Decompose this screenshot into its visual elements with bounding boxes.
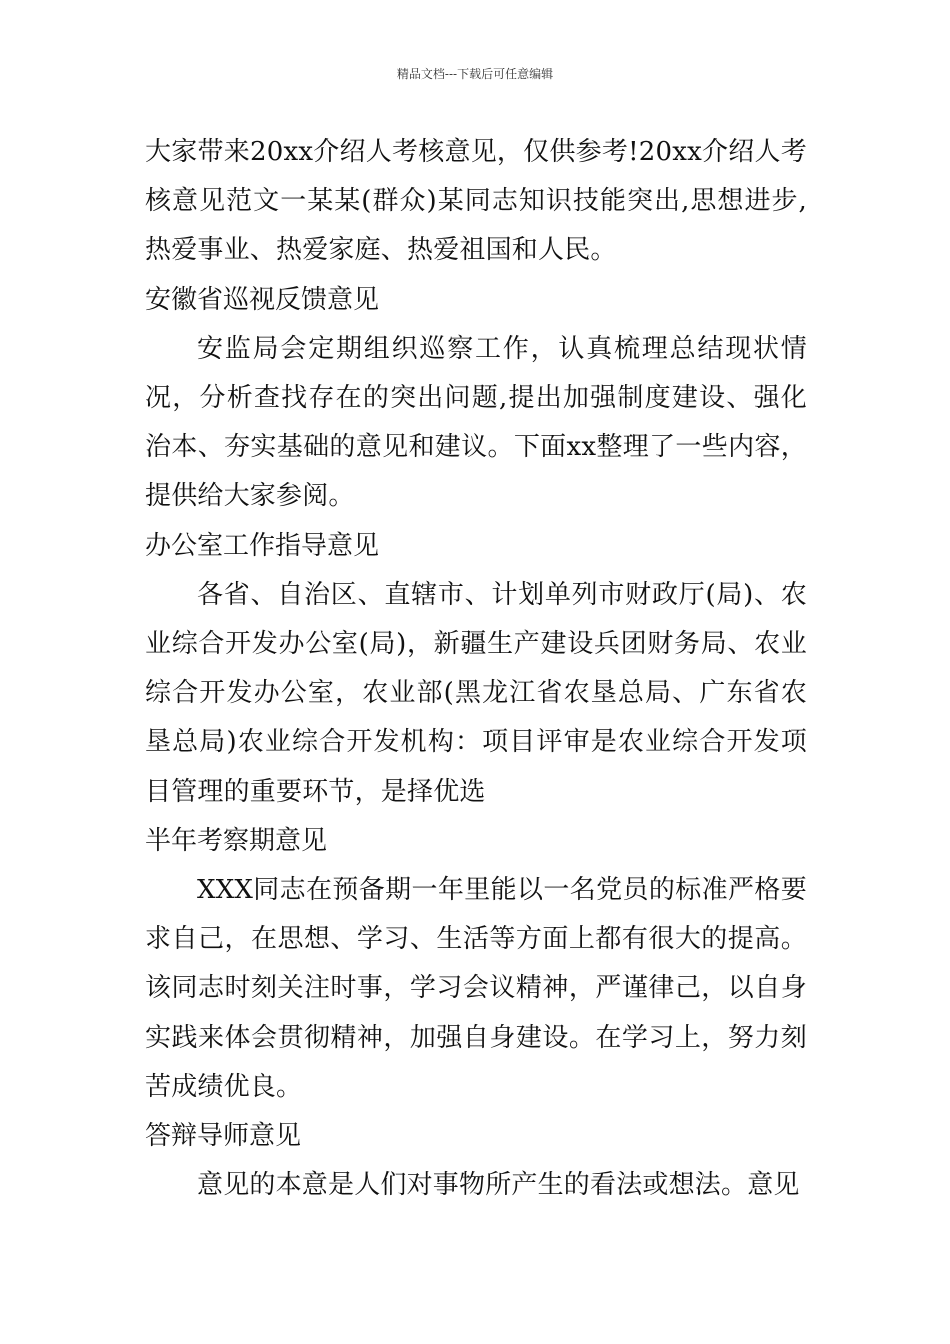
heading-office-guidance: 办公室工作指导意见 <box>145 530 380 561</box>
paragraph-intro: 大家带来20xx介绍人考核意见，仅供参考!20xx介绍人考核意见范文一某某(群众)某同志知识技能突出,思想进步,热爱事业、热爱家庭、热爱祖国和人民。 <box>145 137 807 266</box>
document-body <box>145 128 807 1210</box>
paragraph-office-guidance: 各省、自治区、直辖市、计划单列市财政厅(局)、农业综合开发办公室(局)，新疆生产建设兵团财务局、农业综合开发办公室，农业部(黑龙江省农垦总局、广东省农垦总局)农业综合开发机构：项目评审是农业综合开发项目管理的重要环节，是择优选 <box>145 579 807 807</box>
heading-half-year-review: 半年考察期意见 <box>145 825 328 856</box>
heading-inspection-feedback: 安徽省巡视反馈意见 <box>145 284 380 315</box>
paragraph-half-year-review: XXX同志在预备期一年里能以一名党员的标准严格要求自己，在思想、学习、生活等方面上都有很大的提高。该同志时刻关注时事，学习会议精神，严谨律己，以自身实践来体会贯彻精神，加强自身建设。在学习上，努力刻苦成绩优良。 <box>145 875 807 1102</box>
paragraph-inspection: 安监局会定期组织巡察工作，认真梳理总结现状情况，分析查找存在的突出问题,提出加强制度建设、强化治本、夯实基础的意见和建议。下面xx整理了一些内容，提供给大家参阅。 <box>145 333 807 512</box>
paragraph-defense-advisor: 意见的本意是人们对事物所产生的看法或想法。意见 <box>197 1170 800 1201</box>
page-header: 精品文档---下载后可任意编辑 <box>396 67 554 81</box>
heading-defense-advisor: 答辩导师意见 <box>145 1121 302 1152</box>
